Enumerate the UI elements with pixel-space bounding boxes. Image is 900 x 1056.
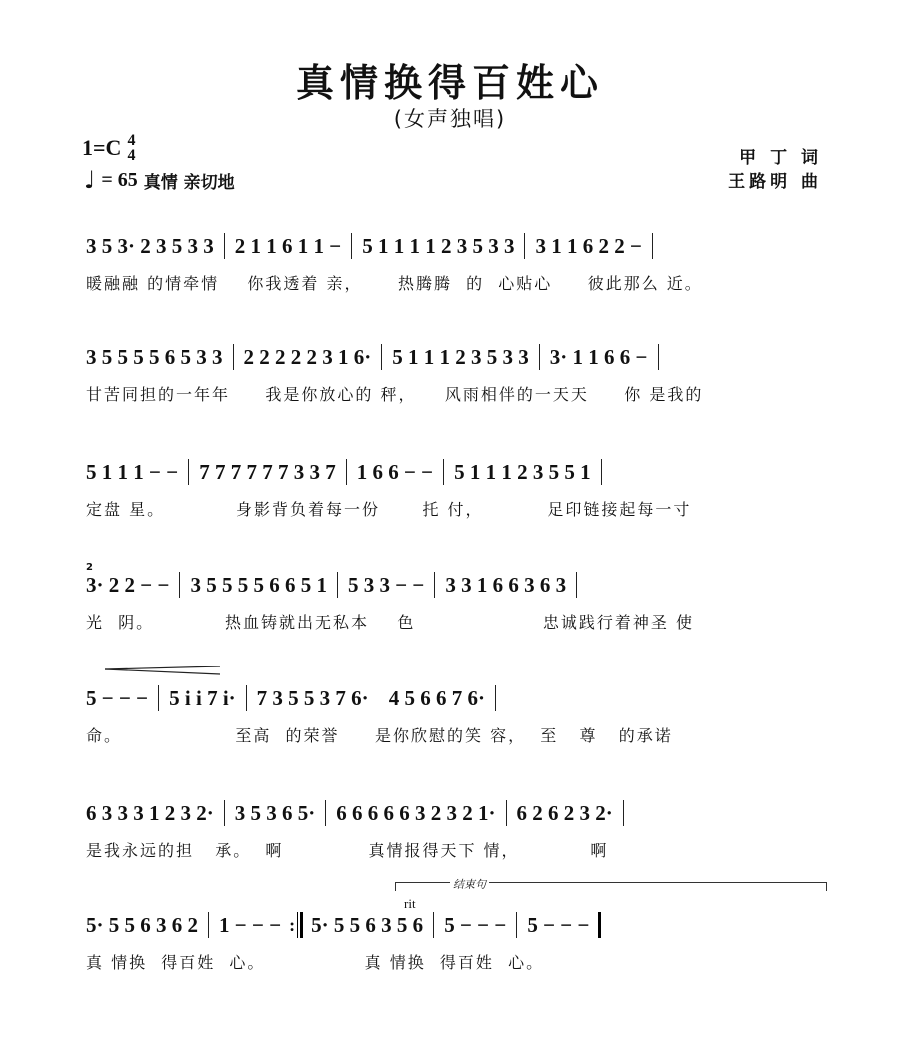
barline — [433, 912, 434, 938]
measure: 3 3 1 6 6 3 6 3 — [445, 572, 567, 597]
key-signature — [82, 133, 135, 163]
measure: 3 5 5 5 5 6 6 5 1 — [190, 572, 327, 597]
barline — [443, 459, 444, 485]
barline — [652, 233, 653, 259]
measure: 7 7 7 7 7 7 3 3 7 — [199, 459, 336, 484]
barline — [208, 912, 209, 938]
score-row-3 — [86, 457, 826, 517]
credits — [728, 146, 822, 194]
tempo-marking — [84, 166, 235, 194]
measure: 5 − − − — [444, 912, 507, 937]
score-row-6 — [86, 798, 826, 858]
measure: 3 1 1 6 2 2 − — [535, 233, 642, 258]
measure: 3 5 3· 2 3 5 3 3 — [86, 233, 214, 258]
lyricist: 甲 丁 词 — [739, 148, 822, 168]
tempo-value: = 65 — [101, 168, 138, 191]
lyrics-line: 光 阴。 热血铸就出无私本 色 忠诚践行着神圣 使 — [86, 613, 695, 632]
barline — [158, 685, 159, 711]
final-barline — [598, 912, 601, 938]
barline — [434, 572, 435, 598]
lyrics-line: 暖融融 的情牵情 你我透着 亲， 热腾腾 的 心贴心 彼此那么 近。 — [86, 274, 703, 293]
barline — [179, 572, 180, 598]
measure: 3 5 3 6 5· — [234, 800, 316, 825]
measure: 5 − − − — [527, 912, 590, 937]
measure: 3 5 5 5 5 6 5 3 3 — [86, 344, 223, 369]
expression: 真情 亲切地 — [143, 172, 235, 193]
measure: 6 3 3 3 1 2 3 2· — [86, 800, 214, 825]
barline — [246, 685, 247, 711]
score-row-1 — [86, 231, 826, 291]
grace-note: 2 — [86, 562, 93, 573]
barline — [346, 459, 347, 485]
quarter-note-icon: ♩ — [84, 166, 96, 194]
measure: 6 6 6 6 6 3 2 3 2 1· — [336, 800, 496, 825]
measure: 2 1 1 6 1 1 − — [234, 233, 342, 258]
barline — [601, 459, 602, 485]
measure: 7 3 5 5 3 7 6· — [256, 685, 369, 710]
time-signature: 4 4 — [127, 132, 136, 164]
measure: 3· 1 1 6 6 − — [549, 344, 648, 369]
rit-marking: rit — [404, 896, 416, 911]
measure: 1 6 6 − − — [356, 459, 434, 484]
lyrics-line: 是我永远的担 承。 啊 真情报得天下 情， 啊 — [86, 841, 609, 860]
barline — [381, 344, 382, 370]
barline — [516, 912, 517, 938]
ending-label: 结束句 — [450, 876, 489, 892]
lyrics-line: 定盘 星。 身影背负着每一份 托 付， 足印链接起每一寸 — [86, 500, 692, 519]
lyrics-line: 真 情换 得百姓 心。 真 情换 得百姓 心。 — [86, 953, 545, 972]
barline — [623, 800, 624, 826]
barline — [351, 233, 352, 259]
song-subtitle: (女声独唱) — [393, 107, 507, 131]
measure: 6 2 6 2 3 2· — [516, 800, 613, 825]
measure: 5 3 3 − − — [347, 572, 425, 597]
key-label: 1=C — [82, 135, 122, 160]
measure: 5· 5 5 6 3 6 2 — [86, 912, 199, 937]
song-title: 真情换得百姓心 — [295, 60, 604, 105]
barline — [224, 800, 225, 826]
barline — [576, 572, 577, 598]
repeat-end-barline: : — [289, 912, 303, 938]
measure: 5 − − − — [86, 685, 149, 710]
score-row-2 — [86, 342, 826, 402]
measure: 5 1 1 1 1 2 3 5 3 3 — [362, 233, 515, 258]
measure: 5 1 1 1 2 3 5 3 3 — [392, 344, 529, 369]
barline — [658, 344, 659, 370]
barline — [495, 685, 496, 711]
score-row-4 — [86, 562, 826, 632]
score-row-5 — [86, 683, 826, 743]
decrescendo-icon — [105, 666, 220, 676]
barline — [188, 459, 189, 485]
measure: 5 1 1 1 − − — [86, 459, 179, 484]
composer: 王路明 曲 — [728, 172, 822, 192]
measure: 3· 2 2 − − — [86, 572, 170, 597]
score-row-7 — [86, 910, 826, 970]
measure: 2 2 2 2 2 3 1 6· — [243, 344, 372, 369]
barline — [224, 233, 225, 259]
measure: 5· 5 5 6 3 5 6 — [311, 912, 424, 937]
measure: 5 1 1 1 2 3 5 5 1 — [454, 459, 591, 484]
barline — [233, 344, 234, 370]
measure: 4 5 6 6 7 6· — [388, 685, 485, 710]
barline — [539, 344, 540, 370]
measure: 5 i i 7 i· — [169, 685, 236, 710]
barline — [325, 800, 326, 826]
barline — [506, 800, 507, 826]
barline — [337, 572, 338, 598]
barline — [524, 233, 525, 259]
measure: 1 − − − — [219, 912, 282, 937]
lyrics-line: 命。 至高 的荣誉 是你欣慰的笑 容， 至 尊 的承诺 — [86, 726, 673, 745]
lyrics-line: 甘苦同担的一年年 我是你放心的 秤， 风雨相伴的一天天 你 是我的 — [86, 385, 704, 404]
